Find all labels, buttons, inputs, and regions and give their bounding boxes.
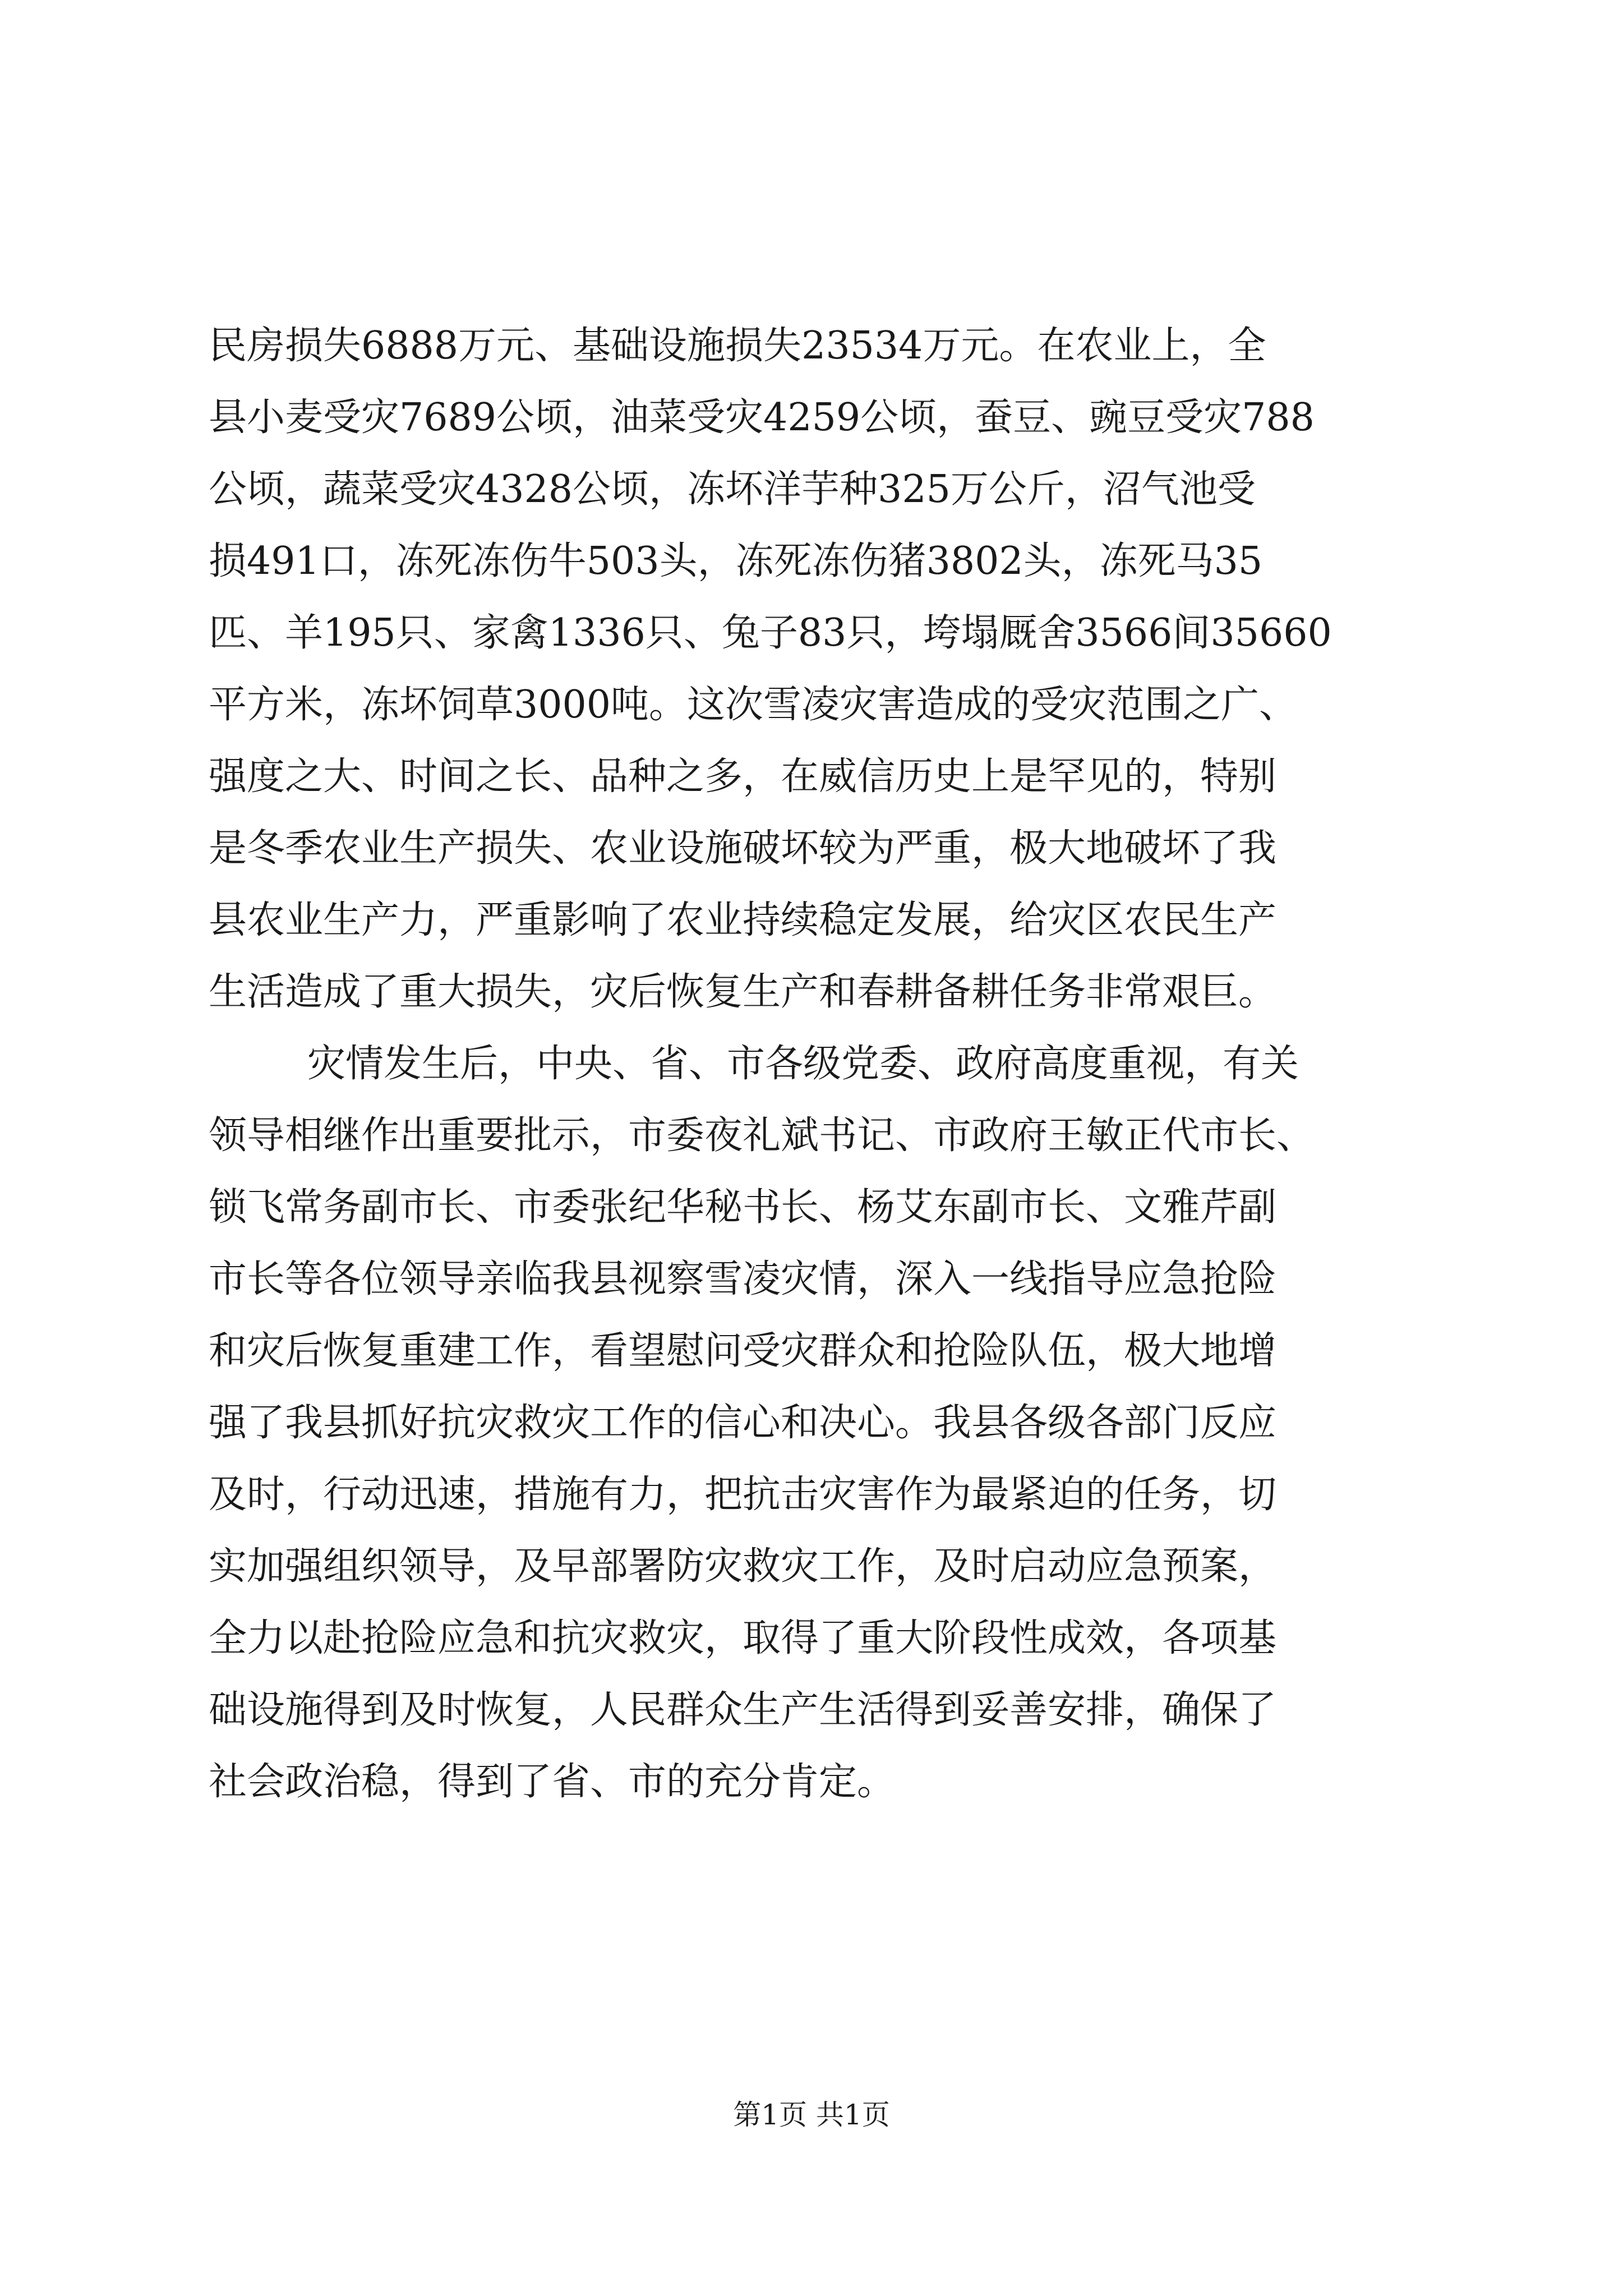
text-line: 灾情发生后，中央、省、市各级党委、政府高度重视，有关 xyxy=(307,1042,1299,1086)
text-line: 生活造成了重大损失，灾后恢复生产和春耕备耕任务非常艰巨。 xyxy=(209,970,1277,1014)
text-line: 全力以赴抢险应急和抗灾救灾，取得了重大阶段性成效，各项基 xyxy=(209,1616,1277,1660)
text-line: 市长等各位领导亲临我县视察雪凌灾情，深入一线指导应急抢险 xyxy=(209,1257,1277,1301)
text-line: 匹、羊195只、家禽1336只、兔子83只，垮塌厩舍3566间35660 xyxy=(209,611,1332,655)
text-line: 平方米，冻坏饲草3000吨。这次雪凌灾害造成的受灾范围之广、 xyxy=(209,683,1298,727)
text-line: 公顷，蔬菜受灾4328公顷，冻坏洋芋种325万公斤，沼气池受 xyxy=(209,467,1256,512)
text-line: 及时，行动迅速，措施有力，把抗击灾害作为最紧迫的任务，切 xyxy=(209,1473,1277,1517)
text-line: 损491口，冻死冻伤牛503头，冻死冻伤猪3802头，冻死马35 xyxy=(209,539,1263,583)
text-line: 实加强组织领导，及早部署防灾救灾工作，及时启动应急预案， xyxy=(209,1544,1277,1589)
text-line: 县农业生产力，严重影响了农业持续稳定发展，给灾区农民生产 xyxy=(209,898,1277,942)
text-line: 强度之大、时间之长、品种之多，在威信历史上是罕见的，特别 xyxy=(209,754,1277,799)
text-line: 和灾后恢复重建工作，看望慰问受灾群众和抢险队伍，极大地增 xyxy=(209,1329,1277,1373)
page-number-footer: 第1页 共1页 xyxy=(733,2099,890,2131)
text-line: 社会政治稳，得到了省、市的充分肯定。 xyxy=(209,1760,896,1804)
text-line: 民房损失6888万元、基础设施损失23534万元。在农业上，全 xyxy=(209,324,1266,368)
text-line: 县小麦受灾7689公顷，油菜受灾4259公顷，蚕豆、豌豆受灾788 xyxy=(209,395,1315,440)
text-line: 强了我县抓好抗灾救灾工作的信心和决心。我县各级各部门反应 xyxy=(209,1401,1277,1445)
text-line: 是冬季农业生产损失、农业设施破坏较为严重，极大地破坏了我 xyxy=(209,826,1277,871)
text-line: 础设施得到及时恢复，人民群众生产生活得到妥善安排，确保了 xyxy=(209,1688,1277,1732)
text-line: 领导相继作出重要批示，市委夜礼斌书记、市政府王敏正代市长、 xyxy=(209,1114,1315,1158)
text-line: 锁飞常务副市长、市委张纪华秘书长、杨艾东副市长、文雅芹副 xyxy=(209,1185,1277,1230)
